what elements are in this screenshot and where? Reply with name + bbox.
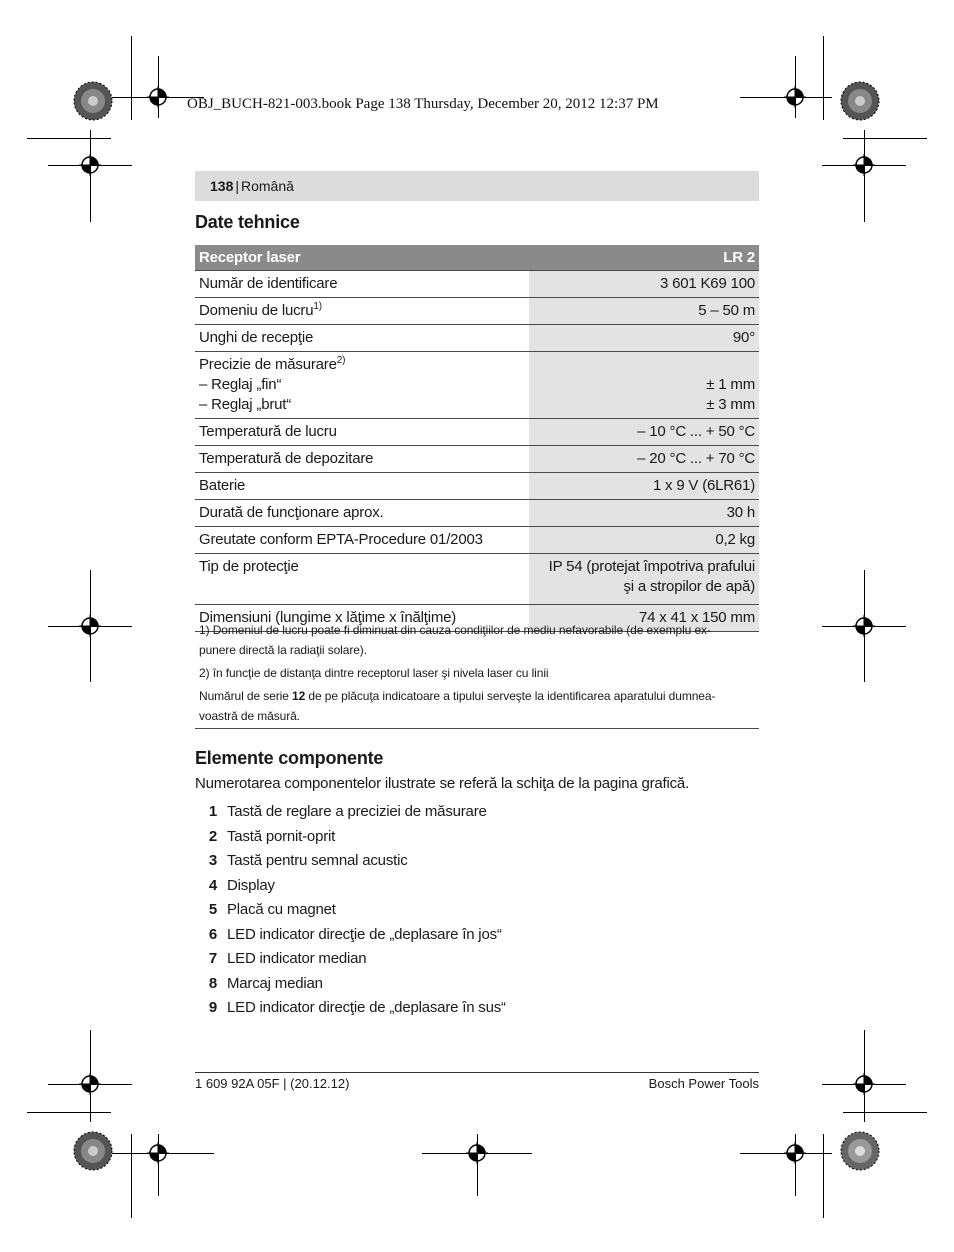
list-item [195, 972, 506, 997]
table-row [195, 298, 759, 325]
row-value: 90° [529, 325, 759, 352]
registration-mark-icon [784, 86, 806, 108]
footnote-ref: 2) [336, 355, 346, 366]
row-value: ± 1 mm [706, 376, 755, 393]
row-value: 0,2 kg [529, 527, 759, 554]
item-number: 4 [208, 876, 217, 894]
table-row [195, 352, 759, 419]
item-text: Tastă de reglare a preciziei de măsurare [227, 803, 487, 820]
row-value: IP 54 (protejat împotriva prafului [548, 558, 755, 575]
list-item [195, 947, 506, 972]
table-row [195, 325, 759, 352]
table-row [195, 554, 759, 605]
row-label: Tip de protecţie [195, 554, 529, 605]
footer-brand: Bosch Power Tools [648, 1076, 759, 1091]
footnote-1-line-1: 1) Domeniul de lucru poate fi diminuat din cauza condiţiilor de mediu nefavorabile (de exemplu ex- [199, 623, 711, 637]
row-label-cell [195, 352, 529, 419]
item-text: Tastă pentru semnal acustic [227, 852, 408, 869]
item-text: LED indicator direcţie de „deplasare în jos“ [227, 925, 502, 943]
header-separator: | [235, 178, 239, 194]
item-text: LED indicator median [227, 950, 367, 967]
table-row [195, 419, 759, 446]
item-number: 2 [208, 827, 217, 845]
page-number: 138 [210, 178, 234, 194]
row-value-cell [529, 554, 759, 605]
serial-note [195, 686, 759, 706]
item-text: Marcaj median [227, 974, 323, 992]
serial-note-number: 12 [292, 689, 306, 703]
row-value: 1 x 9 V (6LR61) [529, 473, 759, 500]
table-header-row [195, 245, 759, 271]
row-label: Număr de identificare [195, 271, 529, 298]
row-label-cell [195, 298, 529, 325]
star-target-icon [73, 1131, 113, 1171]
footnote-1-line-2: punere directă la radiaţii solare). [199, 643, 367, 657]
registration-mark-icon [147, 1142, 169, 1164]
registration-mark-icon [853, 154, 875, 176]
star-target-icon [840, 1131, 880, 1171]
footer-doc-id: 1 609 92A 05F | (20.12.12) [195, 1076, 350, 1091]
item-text: Placă cu magnet [227, 901, 336, 918]
row-value: ± 3 mm [706, 396, 755, 413]
footer-rule [195, 1072, 759, 1073]
registration-mark-icon [853, 1073, 875, 1095]
row-sublabel: – Reglaj „brut“ [199, 396, 292, 413]
list-item [195, 825, 506, 850]
registration-mark-icon [466, 1142, 488, 1164]
row-value: şi a stropilor de apă) [623, 578, 755, 595]
table-row [195, 446, 759, 473]
row-value: – 10 °C ... + 50 °C [529, 419, 759, 446]
registration-mark-icon [79, 154, 101, 176]
table-row [195, 473, 759, 500]
row-label: Temperatură de lucru [195, 419, 529, 446]
row-label: Durată de funcţionare aprox. [195, 500, 529, 527]
row-label: Dimensiuni (lungime x lăţime x înălţime) [195, 605, 529, 632]
footnote-2: 2) în funcţie de distanţa dintre receptorul laser şi nivela laser cu linii [199, 666, 549, 680]
item-number: 8 [208, 974, 217, 992]
item-text: Tastă pornit-oprit [227, 827, 336, 845]
list-item [195, 898, 506, 923]
item-number: 1 [208, 803, 217, 820]
table-row [195, 500, 759, 527]
row-label: Precizie de măsurare [199, 356, 337, 373]
registration-mark-icon [147, 86, 169, 108]
tech-data-table [195, 245, 759, 632]
registration-mark-icon [79, 1073, 101, 1095]
item-number: 3 [208, 852, 217, 869]
page-header [195, 171, 759, 201]
list-item [195, 996, 506, 1021]
components-section-title: Elemente componente [195, 748, 384, 768]
row-value: 3 601 K69 100 [529, 271, 759, 298]
row-value: 30 h [529, 500, 759, 527]
tech-section-title: Date tehnice [195, 212, 300, 232]
components-list [195, 800, 506, 1021]
row-label: Greutate conform EPTA-Procedure 01/2003 [195, 527, 529, 554]
row-value: – 20 °C ... + 70 °C [529, 446, 759, 473]
row-value-cell [529, 352, 759, 419]
serial-note-line-2: voastră de măsură. [199, 709, 300, 723]
table-header-value: LR 2 [529, 245, 759, 271]
list-item [195, 874, 506, 899]
list-item [195, 800, 506, 825]
serial-note-pre: Numărul de serie [199, 689, 293, 703]
registration-mark-icon [853, 615, 875, 637]
item-text: LED indicator direcţie de „deplasare în sus“ [227, 999, 506, 1016]
footnote-ref: 1) [313, 301, 322, 312]
table-notes [195, 620, 759, 729]
list-item [195, 923, 506, 948]
row-label: Baterie [195, 473, 529, 500]
row-label: Temperatură de depozitare [195, 446, 529, 473]
star-target-icon [73, 81, 113, 121]
item-number: 5 [208, 901, 217, 918]
table-row [195, 527, 759, 554]
list-item [195, 849, 506, 874]
registration-mark-icon [79, 615, 101, 637]
item-number: 7 [208, 950, 217, 967]
registration-mark-icon [784, 1142, 806, 1164]
star-target-icon [840, 81, 880, 121]
row-value: 5 – 50 m [529, 298, 759, 325]
table-row [195, 271, 759, 298]
row-label: Unghi de recepţie [195, 325, 529, 352]
print-info: OBJ_BUCH-821-003.book Page 138 Thursday, December 20, 2012 12:37 PM [187, 96, 659, 112]
row-sublabel: – Reglaj „fin“ [199, 376, 282, 393]
serial-note-post: de pe plăcuţa indicatoare a tipului serveşte la identificarea aparatului dumnea- [305, 689, 716, 703]
components-intro: Numerotarea componentelor ilustrate se referă la schiţa de la pagina grafică. [195, 775, 690, 792]
header-language: Română [241, 178, 294, 194]
item-number: 9 [208, 999, 217, 1016]
table-header-label: Receptor laser [195, 245, 529, 271]
row-label: Domeniu de lucru [199, 302, 314, 319]
item-number: 6 [208, 925, 217, 943]
row-value: 74 x 41 x 150 mm [529, 605, 759, 632]
item-text: Display [227, 876, 275, 894]
